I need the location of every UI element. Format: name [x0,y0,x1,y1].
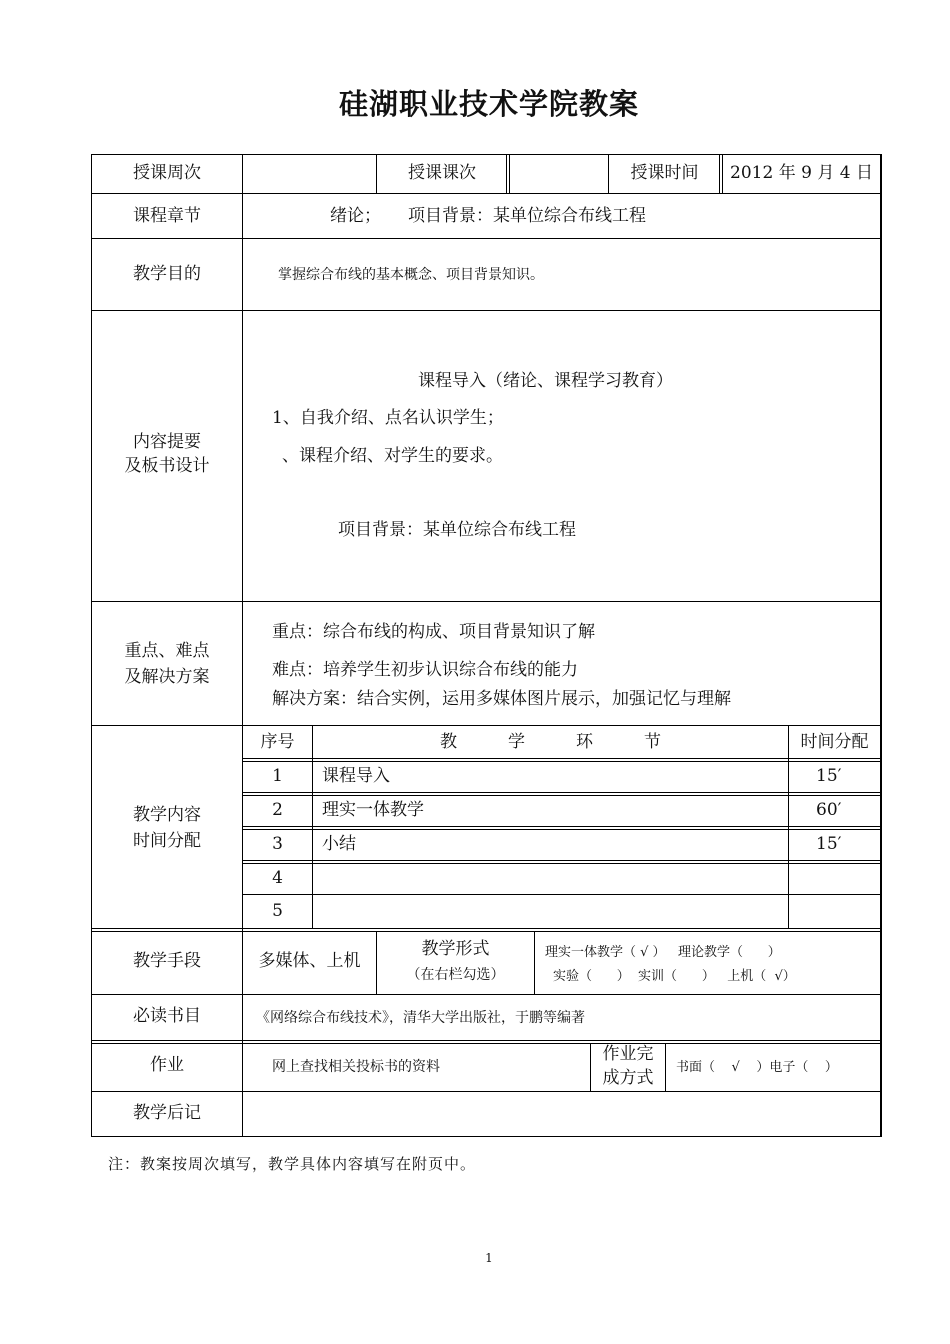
row-step: 课程导入 [322,766,390,786]
key-points-label-line2: 及解决方案 [124,667,210,687]
row-step: 小结 [322,834,356,854]
row-time: 60′ [816,800,842,820]
schedule-row-divider [242,894,881,895]
schedule-row-divider [242,761,881,762]
schedule-col-time: 时间分配 [800,732,869,752]
row-step: 理实一体教学 [322,800,424,820]
row-divider [91,310,881,311]
row-no: 4 [272,868,283,888]
schedule-col-divider [312,725,313,928]
row-divider [91,1091,881,1092]
schedule-row-divider [242,792,881,793]
content-label [92,430,242,478]
schedule-row-divider [242,860,881,861]
schedule-label-line1: 教学内容 [133,805,201,825]
schedule-row-divider [242,795,881,796]
key-point-difficulty: 难点：培养学生初步认识综合布线的能力 [272,660,578,680]
content-project: 项目背景：某单位综合布线工程 [338,520,576,540]
schedule-row-divider [242,863,881,864]
row-time: 15′ [816,834,842,854]
schedule-label-line2: 时间分配 [133,831,201,851]
objective-value: 掌握综合布线的基本概念、项目背景知识。 [278,267,544,283]
row-divider [91,1040,881,1041]
reading-value: 《网络综合布线技术》，清华大学出版社，于鹏等编著 [256,1010,585,1026]
time-value: 2012 年 9 月 4 日 [730,163,873,183]
row-no: 2 [272,800,283,820]
schedule-row-divider [242,826,881,827]
label-column-divider [242,154,243,1137]
row-no: 1 [272,766,283,786]
content-item-2: 、课程介绍、对学生的要求。 [282,446,503,466]
key-points-label [92,638,242,690]
methods-cell-divider [534,931,535,994]
schedule-col-no: 序号 [260,732,295,752]
homework-cell-divider [665,1043,666,1091]
row-divider [91,1043,881,1044]
row-divider [91,931,881,932]
objective-label: 教学目的 [133,264,201,284]
row-time: 15′ [816,766,842,786]
content-label-line2: 及板书设计 [124,456,210,476]
week-label: 授课周次 [133,163,201,183]
schedule-row-divider [242,829,881,830]
row-divider [91,238,881,239]
key-points-label-line1: 重点、难点 [124,641,210,661]
row-no: 5 [272,901,283,921]
table-frame-double-edge [879,154,882,1137]
reading-label: 必读书目 [133,1006,201,1026]
content-item-1: 1、自我介绍、点名认识学生； [272,408,504,428]
content-label-line1: 内容提要 [133,432,201,452]
key-point-solution: 解决方案：结合实例，运用多媒体图片展示，加强记忆与理解 [272,689,731,709]
footnote: 注：教案按周次填写，教学具体内容填写在附页中。 [108,1155,477,1173]
row-divider [91,725,881,726]
form-options-line1: 理实一体教学（ √ ） 理论教学（ ） [545,945,781,960]
homework-mode-label-line1: 作业完 [602,1044,654,1064]
form-hint: （在右栏勾选） [406,967,505,983]
homework-mode-label-line2: 成方式 [602,1068,654,1088]
header-cell-divider [509,154,510,193]
key-point-focus: 重点：综合布线的构成、项目背景知识了解 [272,622,595,642]
homework-mode-value: 书面（ √ ）电子（ ） [676,1060,838,1075]
row-divider [91,994,881,995]
row-no: 3 [272,834,283,854]
schedule-col-divider [788,725,789,928]
form-label: 教学形式 [421,939,490,959]
form-options-line2: 实验（ ） 实训（ ） 上机（ √） [553,969,796,984]
content-heading: 课程导入（绪论、课程学习教育） [418,371,673,391]
homework-label: 作业 [150,1055,184,1075]
homework-value: 网上查找相关投标书的资料 [272,1059,440,1075]
row-divider [91,601,881,602]
schedule-row-divider [242,758,881,759]
row-divider [91,928,881,929]
session-label: 授课课次 [408,163,476,183]
methods-label: 教学手段 [133,951,201,971]
chapter-value: 绪论； 项目背景：某单位综合布线工程 [330,206,647,226]
schedule-label [92,802,242,854]
row-divider [91,193,881,194]
afterword-label: 教学后记 [133,1103,201,1123]
document-title: 硅湖职业技术学院教案 [338,87,639,121]
chapter-label: 课程章节 [133,206,201,226]
schedule-col-step: 教 学 环 节 [440,732,661,752]
page-number: 1 [485,1251,493,1265]
time-label: 授课时间 [630,163,699,183]
homework-mode-label [591,1042,665,1090]
methods-value: 多媒体、上机 [258,951,361,971]
